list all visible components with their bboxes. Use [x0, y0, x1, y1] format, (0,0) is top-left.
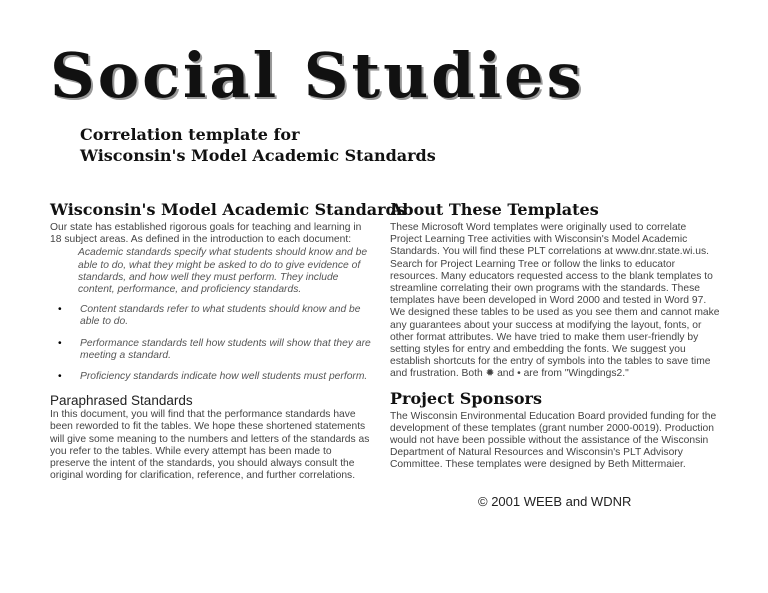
templates-section: [390, 200, 720, 381]
bullet-text: Proficiency standards indicate how well students must perform.: [80, 371, 368, 383]
templates-heading: About These Templates: [390, 200, 599, 219]
bullet-icon: •: [58, 371, 62, 383]
bullet-text: Performance standards tell how students will show that they are meeting a standard.: [80, 337, 371, 361]
subtitle: [80, 124, 436, 166]
standards-quote: Academic standards specify what students should know and be able to do, what they might be asked to do to give evidence of standards, and how well they must perform. They include content, performance, and proficiency standards.: [78, 247, 368, 296]
left-column: [50, 200, 406, 482]
standards-list: [50, 304, 372, 383]
standards-intro: Our state has established rigorous goals for teaching and learning in 18 subject areas. As defined in the introduction to each document:: [50, 222, 362, 246]
list-item: [50, 304, 372, 328]
paraphrased-section: [50, 392, 372, 482]
bullet-text: Content standards refer to what students should know and be able to do.: [80, 304, 361, 328]
paraphrased-body: In this document, you will find that the performance standards have been reworded to fit the tables. We hope these shortened statements will give some meaning to the numbers and letters of the standards as you refer to the tables. While every attempt has been made to preserve the intent of the standards, you should always consult the original wording for clarification, reference, and further correlations.: [50, 409, 370, 482]
subtitle-line: Wisconsin's Model Academic Standards: [80, 146, 436, 165]
bullet-icon: •: [58, 337, 62, 349]
copyright: © 2001 WEEB and WDNR: [478, 493, 632, 509]
page-title: Social Studies: [50, 39, 585, 112]
sponsors-heading: Project Sponsors: [390, 388, 542, 408]
bullet-icon: •: [58, 304, 62, 316]
list-item: [50, 371, 372, 383]
sponsors-section: [390, 389, 720, 472]
standards-section: [50, 200, 406, 383]
list-item: [50, 338, 372, 362]
subtitle-line: Correlation template for: [80, 125, 300, 144]
right-column: [390, 200, 720, 510]
sponsors-body: The Wisconsin Environmental Education Board provided funding for the development of these templates (grant number 2000-0019). Production would not have been possible without the assistance of the Wisconsin Department of Natural Resources and Wisconsin's PLT Advisory Committee. These templates were designed by Beth Mittermaier.: [390, 410, 717, 471]
templates-body: These Microsoft Word templates were originally used to correlate Project Learning Tree activities with Wisconsin's Model Academic Standards. You will find these PLT correlations at www.dnr.state.wi.us. Search for Project Learning Tree or follow the links to educator resources. Many educators requested access to the blank templates to streamline correlating their own programs with the standards. These templates have been developed in Word 2000 and tested in Word 97. We designed these tables to be used as you see them and cannot make any guarantees about your success at modifying the layout, fonts, or other format attributes. We have tried to make them user-friendly by setting styles for entry and embedding the fonts. We suggest you establish shortcuts for the entry of symbols into the tables to save time and frustration. Both ✹ and • are from "Wingdings2.": [390, 222, 720, 380]
standards-heading: Wisconsin's Model Academic Standards: [50, 200, 406, 219]
paraphrased-heading: Paraphrased Standards: [50, 393, 193, 409]
